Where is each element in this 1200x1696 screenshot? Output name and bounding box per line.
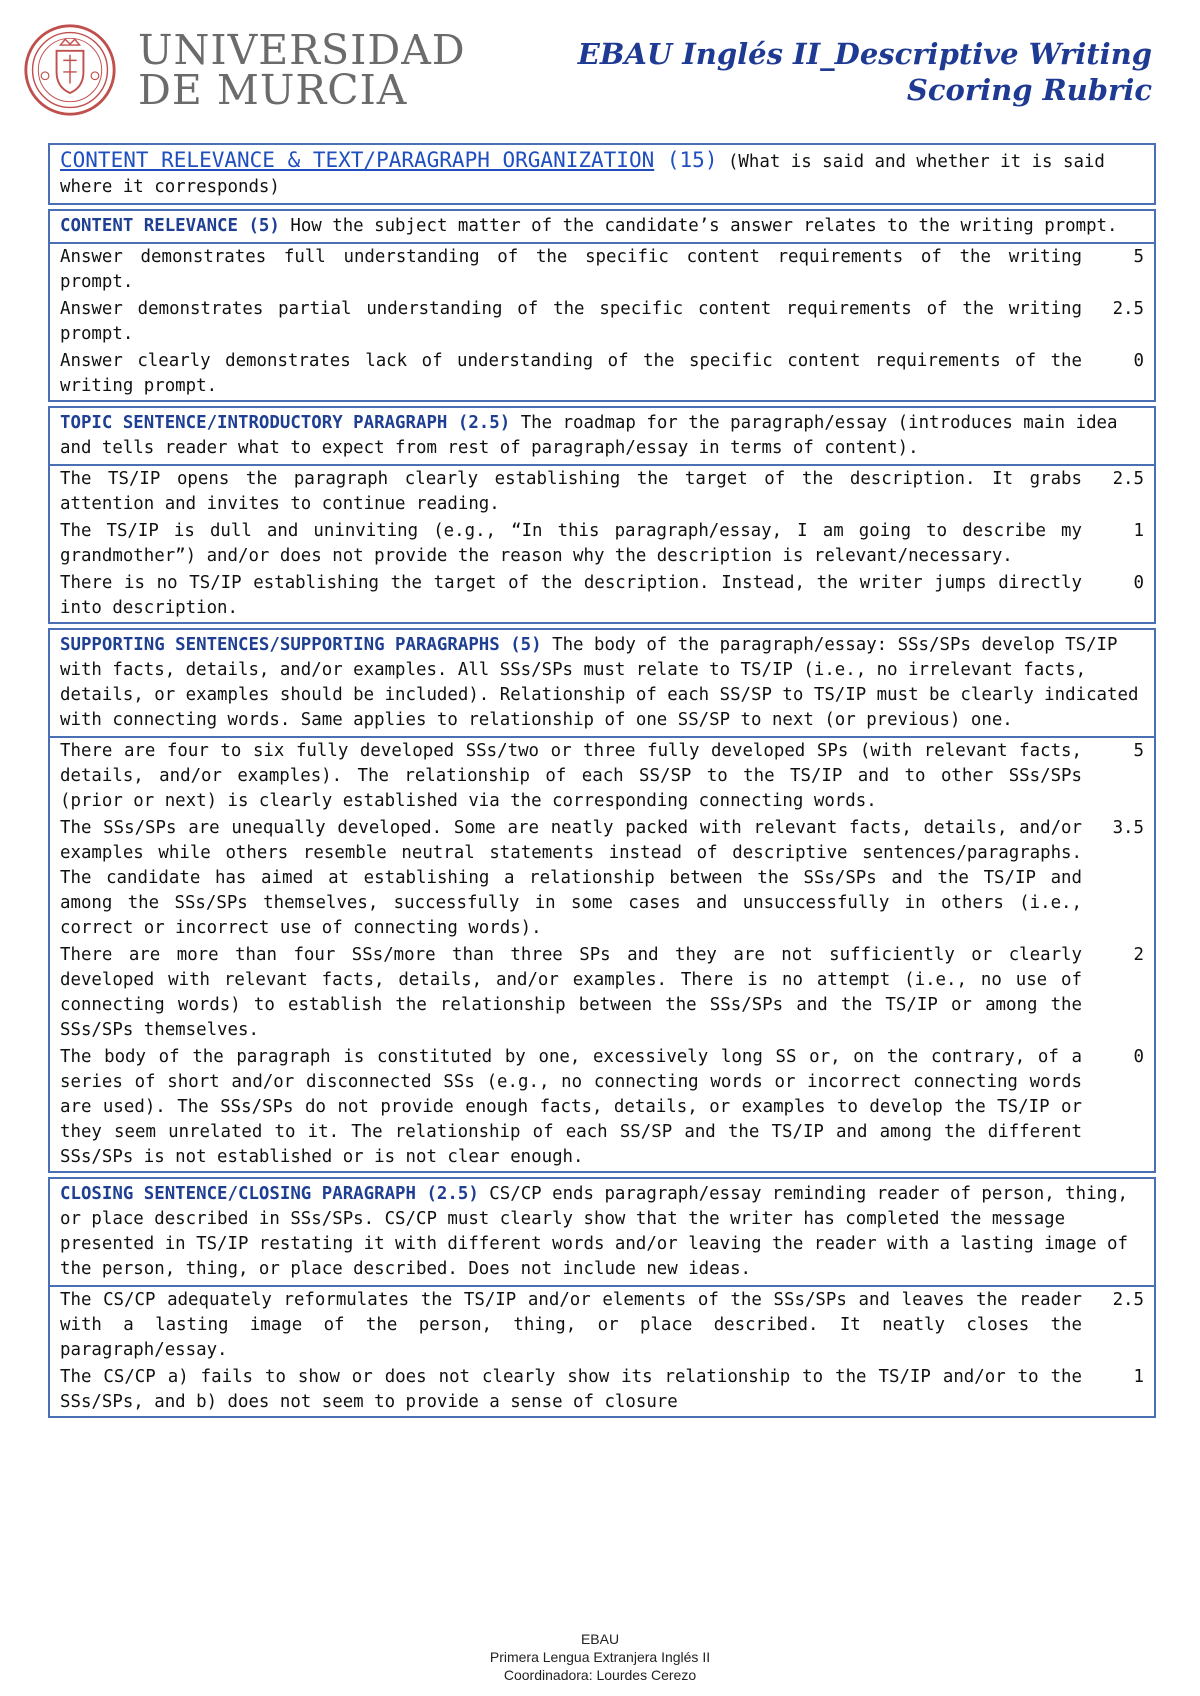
section-description: The body of the paragraph/essay: SSs/SPs develop TS/IP with facts, details, and/or examples. All SSs/SPs must relate to TS/IP (i.e., no irrelevant facts, details, or examples should be included). Relationship of each SS/SP to TS/IP must be clearly indicated with connecting words. Same applies to relationship of one SS/SP to next (or previous) one. (60, 635, 1139, 730)
criterion-score: 0 (1133, 351, 1144, 371)
section-supporting-sentences (48, 628, 1156, 1173)
criterion-row (60, 296, 1144, 348)
criterion-row (60, 570, 1144, 622)
criterion-score: 1 (1133, 521, 1144, 541)
criterion-row (60, 815, 1144, 942)
criterion-row (60, 1044, 1144, 1171)
criterion-row (60, 738, 1144, 815)
criterion-score: 2.5 (1112, 1290, 1144, 1310)
footer-line-3: Coordinadora: Lourdes Cerezo (503, 1667, 697, 1683)
page-footer (0, 1630, 1200, 1684)
section-title: CLOSING SENTENCE/CLOSING PARAGRAPH (2.5) (60, 1184, 479, 1204)
criterion-text: There are more than four SSs/more than three SPs and they are not sufficiently or clearly developed with relevant facts, details, and/or examples. There is no attempt (i.e., no use of connecting words) to establish the relationship between the SSs/SPs and the TS/IP or among the SSs/SPs themselves. (60, 945, 1082, 1040)
criterion-text: The SSs/SPs are unequally developed. Some are neatly packed with relevant facts, details, and/or examples while others resemble neutral statements instead of descriptive sentences/paragraphs. The candidate has aimed at establishing a relationship between the SSs/SPs and the TS/IP and among the SSs/SPs themselves, successfully in some cases and unsuccessfully in others (i.e., correct or incorrect use of connecting words). (60, 818, 1082, 938)
footer-line-1: EBAU (580, 1631, 620, 1647)
section-topic-sentence (48, 406, 1156, 624)
section-title: CONTENT RELEVANCE (5) (60, 216, 280, 236)
criterion-score: 5 (1133, 741, 1144, 761)
criterion-row (60, 348, 1144, 400)
criterion-score: 5 (1133, 247, 1144, 267)
criterion-text: The TS/IP opens the paragraph clearly establishing the target of the description. It grabs attention and invites to continue reading. (60, 469, 1082, 514)
criterion-text: Answer clearly demonstrates lack of understanding of the specific content requirements of the writing prompt. (60, 351, 1082, 396)
section-description: The roadmap for the paragraph/essay (introduces main idea and tells reader what to expect from rest of paragraph/essay in terms of content). (60, 413, 1118, 458)
criterion-text: The TS/IP is dull and uninviting (e.g., “In this paragraph/essay, I am going to describe my grandmother”) and/or does not provide the reason why the description is relevant/necessary. (60, 521, 1082, 566)
criterion-score: 2.5 (1112, 299, 1144, 319)
document-title-line-1: EBAU Inglés II_Descriptive Writing (577, 37, 1152, 71)
page-header (22, 18, 1152, 118)
criterion-score: 2.5 (1112, 469, 1144, 489)
main-subtitle: (What is said and whether it is said where it corresponds) (60, 152, 1105, 197)
criterion-row (60, 1364, 1144, 1416)
criterion-row (60, 518, 1144, 570)
university-seal-icon (22, 22, 118, 118)
criterion-score: 1 (1133, 1367, 1144, 1387)
document-title (578, 36, 1152, 108)
criterion-text: The CS/CP a) fails to show or does not clearly show its relationship to the TS/IP and/or to the SSs/SPs, and b) does not seem to provide a sense of closure (60, 1367, 1082, 1412)
criterion-score: 2 (1133, 945, 1144, 965)
criterion-score: 0 (1133, 1047, 1144, 1067)
section-closing-sentence (48, 1177, 1156, 1418)
section-description: CS/CP ends paragraph/essay reminding reader of person, thing, or place described in SSs/SPs. CS/CP must clearly show that the writer has completed the message presented in TS/IP restating it with different words and/or leaving the reader with a lasting image of the person, thing, or place described. Does not include new ideas. (60, 1184, 1128, 1279)
criterion-text: There is no TS/IP establishing the target of the description. Instead, the writer jumps directly into description. (60, 573, 1082, 618)
criterion-score: 0 (1133, 573, 1144, 593)
criterion-row (60, 1287, 1144, 1364)
section-content-relevance (48, 209, 1156, 402)
section-description: How the subject matter of the candidate’s answer relates to the writing prompt. (290, 216, 1118, 236)
criterion-text: Answer demonstrates partial understanding of the specific content requirements of the writing prompt. (60, 299, 1082, 344)
criterion-row (60, 942, 1144, 1044)
criterion-row (60, 466, 1144, 518)
criterion-score: 3.5 (1112, 818, 1144, 838)
section-title: SUPPORTING SENTENCES/SUPPORTING PARAGRAPHS (5) (60, 635, 542, 655)
main-title: CONTENT RELEVANCE & TEXT/PARAGRAPH ORGANIZATION (15) (60, 148, 718, 172)
criterion-row (60, 244, 1144, 296)
section-title: TOPIC SENTENCE/INTRODUCTORY PARAGRAPH (2.5) (60, 413, 511, 433)
document-title-line-2: Scoring Rubric (906, 73, 1152, 107)
criterion-text: The CS/CP adequately reformulates the TS/IP and/or elements of the SSs/SPs and leaves the reader with a lasting image of the person, thing, or place described. It neatly closes the paragraph/essay. (60, 1290, 1082, 1360)
rubric (48, 143, 1156, 1422)
criterion-text: The body of the paragraph is constituted by one, excessively long SS or, on the contrary, of a series of short and/or disconnected SSs (e.g., no connecting words or incorrect connecting words are used). The SSs/SPs do not provide enough facts, details, or examples to develop the TS/IP or they seem unrelated to it. The relationship of each SS/SP and the TS/IP and among the different SSs/SPs is not established or is not clear enough. (60, 1047, 1082, 1167)
footer-line-2: Primera Lengua Extranjera Inglés II (489, 1649, 711, 1665)
criterion-text: There are four to six fully developed SSs/two or three fully developed SPs (with relevant facts, details, and/or examples). The relationship of each SS/SP to the TS/IP and to other SSs/SPs (prior or next) is clearly established via the corresponding connecting words. (60, 741, 1082, 811)
criterion-text: Answer demonstrates full understanding of the specific content requirements of the writing prompt. (60, 247, 1082, 292)
university-logo-text: UNIVERSIDAD DE MURCIA (138, 26, 466, 114)
main-heading-box (48, 143, 1156, 205)
